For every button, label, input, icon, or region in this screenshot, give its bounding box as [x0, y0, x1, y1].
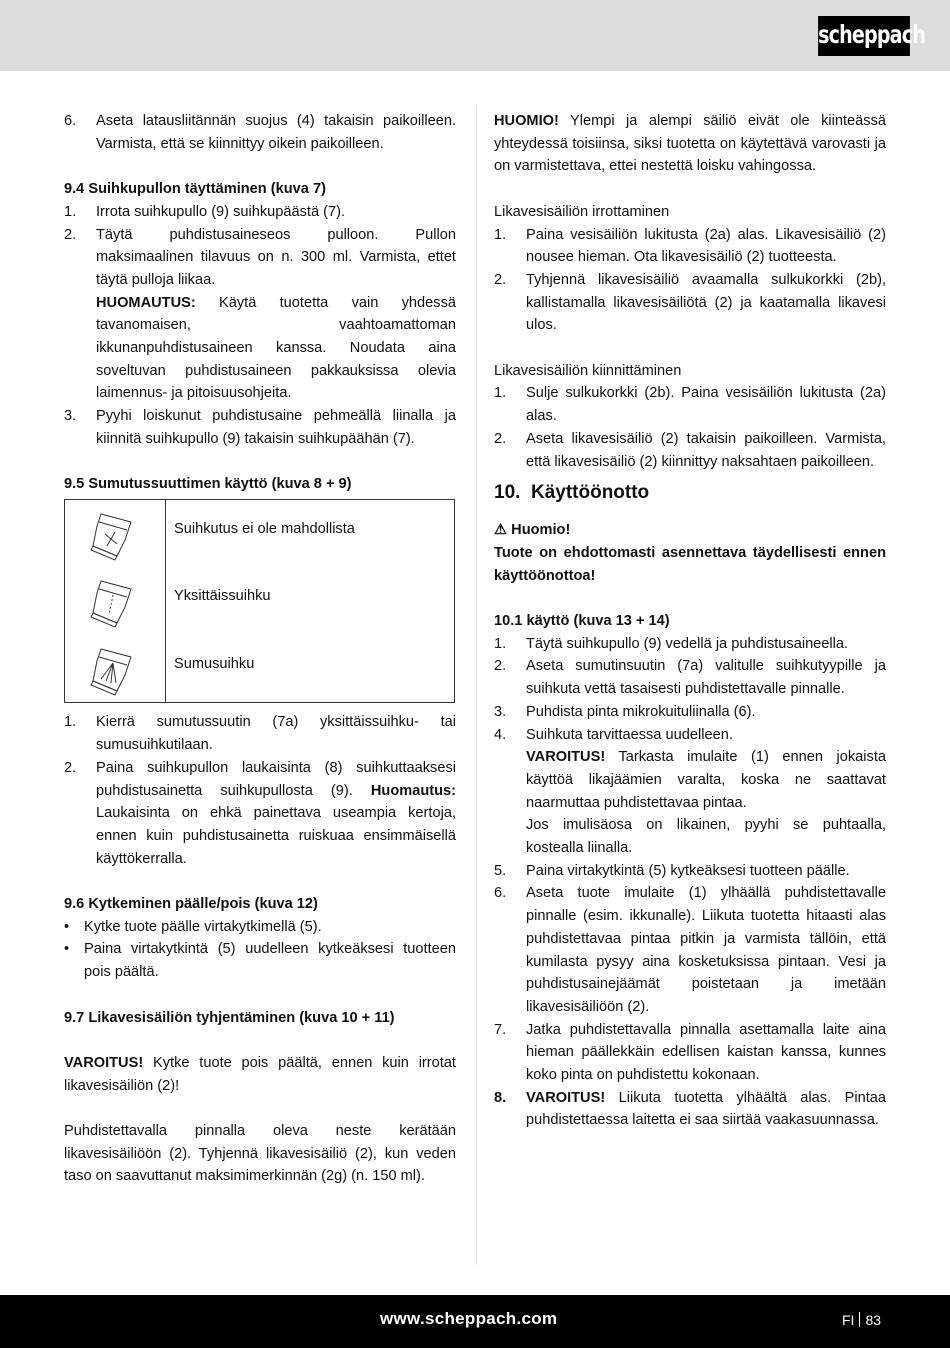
- warning-label: VAROITUS!: [64, 1054, 144, 1071]
- list-item: [494, 269, 886, 337]
- list-item: [494, 382, 886, 427]
- list-item: [494, 428, 886, 473]
- list-item: [64, 405, 456, 450]
- item-text: Aseta likavesisäiliö (2) takaisin paikoilleen. Varmista, että likavesisäiliö (2) kiinnittyy naksahtaen paikoilleen.: [526, 430, 886, 470]
- list-item: [494, 224, 886, 269]
- list-item: [494, 860, 886, 883]
- mist-spray-icon: [65, 635, 165, 703]
- item-number: 2.: [494, 271, 507, 288]
- warning-label: VAROITUS!: [526, 749, 606, 766]
- left-column: [64, 110, 456, 1188]
- warning-text: Tarkasta imulaite (1) ennen jokaista käyttöä likajäämien varalta, koska ne saattavat naarmuttaa puhdistettavaa pintaa.: [526, 749, 886, 811]
- website-link[interactable]: www.scheppach.com: [380, 1309, 558, 1328]
- note-label: HUOMAUTUS:: [96, 294, 196, 311]
- attention-heading: [494, 519, 886, 542]
- item-number: 1.: [494, 635, 507, 652]
- subheading: Likavesisäiliön kiinnittäminen: [494, 362, 682, 379]
- mode-label: Yksittäissuihku: [174, 588, 271, 605]
- item-number: 4.: [494, 726, 507, 743]
- warning-triangle-icon: ⚠: [494, 522, 508, 539]
- item-text: Täytä suihkupullo (9) vedellä ja puhdistusaineella.: [526, 635, 849, 652]
- page-indicator: [842, 1309, 881, 1332]
- bullet: •: [64, 918, 70, 935]
- item-text: Aseta tuote imulaite (1) ylhäällä puhdistettavalle pinnalle (esim. ikkunalle). Liikuta tuotetta hitaasti alas puhdistettavaa pintaa pitkin ja varmista tällöin, että kumilasta pysyy aina kosketuksissa pintaan. Vesi ja puhdistusainejäämät poistetaan ja imetään likavesisäiliöön (2).: [526, 885, 886, 1015]
- section-heading-9-4: 9.4 Suihkupullon täyttäminen (kuva 7): [64, 181, 326, 198]
- list-item: [494, 655, 886, 700]
- section-heading-9-7: 9.7 Likavesisäiliön tyhjentäminen (kuva 10 + 11): [64, 1009, 395, 1026]
- list-item: [494, 1019, 886, 1087]
- item-number: 6.: [64, 113, 77, 129]
- list-item: [494, 882, 886, 1018]
- item-number: 2.: [494, 430, 507, 447]
- item-text: Paina vesisäiliön lukitusta (2a) alas. Likavesisäiliö (2) nousee hieman. Ota likavesisäiliö (2) tuotteesta.: [526, 226, 886, 266]
- item-number: 2.: [494, 658, 507, 675]
- note-text: Ylempi ja alempi säiliö eivät ole kiinteässä yhteydessä toisiinsa, siksi tuotetta on käytettävä varovasti ja on varmistettava, ettei nestettä loisku vahingossa.: [494, 113, 886, 175]
- attention-text: Tuote on ehdottomasti asennettava täydellisesti ennen käyttöönottoa!: [494, 544, 886, 584]
- item-text: Irrota suihkupullo (9) suihkupäästä (7).: [96, 203, 346, 220]
- paragraph: Puhdistettavalla pinnalla oleva neste kerätään likavesisäiliöön (2). Tyhjennä likavesisäiliö (2), kun veden taso on saavuttanut maksimimerkinnän (2g) (n. 150 ml).: [64, 1123, 456, 1185]
- page-header: [0, 0, 950, 71]
- section-heading-9-6: 9.6 Kytkeminen päälle/pois (kuva 12): [64, 896, 318, 913]
- item-number: 5.: [494, 862, 507, 879]
- list-item: [64, 201, 456, 224]
- language-code: FI: [842, 1312, 855, 1328]
- item-text: Paina suihkupullon laukaisinta (8) suihkuttaaksesi puhdistusainetta suihkupullosta (9).: [96, 759, 456, 799]
- note-label: Huomautus:: [370, 782, 456, 799]
- item-text: Pyyhi loiskunut puhdistusaine pehmeällä liinalla ja kiinnitä suihkupullo (9) takaisin suihkupäähän (7).: [96, 408, 456, 447]
- page-number: 83: [865, 1312, 882, 1328]
- mode-label: Sumusuihku: [174, 655, 255, 672]
- item-text: Liikuta tuotetta ylhäältä alas. Pintaa puhdistettaessa laitetta ei saa siirtää vaakasuunnassa.: [526, 1089, 886, 1129]
- note-paragraph: [494, 110, 886, 178]
- list-item: [494, 701, 886, 724]
- list-item: [64, 224, 456, 406]
- list-item: [64, 916, 456, 939]
- note-text: Käytä tuotetta vain yhdessä tavanomaisen, vaahtoamattoman ikkunanpuhdistusaineen kanssa. Noudata aina soveltuvan puhdistusaineen pakkauksissa olevia laimennus- ja pitoisuusohjeita.: [96, 294, 456, 402]
- list-item: [494, 633, 886, 656]
- item-text: Aseta latausliitännän suojus (4) takaisin paikoilleen. Varmista, että se kiinnittyy oikein paikoilleen.: [96, 113, 456, 152]
- item-text: Kytke tuote päälle virtakytkimellä (5).: [84, 918, 322, 935]
- item-number: 3.: [494, 703, 507, 720]
- spray-off-icon: [65, 500, 165, 568]
- list-item: [494, 724, 886, 860]
- warning-label: VAROITUS!: [526, 1089, 606, 1106]
- item-text: Tyhjennä likavesisäiliö avaamalla sulkukorkki (2b), kallistamalla likavesisäiliötä (2) ja kaatamalla likavesi ulos.: [526, 271, 886, 334]
- item-text: Paina virtakytkintä (5) kytkeäksesi tuotteen päälle.: [526, 862, 850, 879]
- warning-paragraph: [64, 1052, 456, 1097]
- item-text: Suihkuta tarvittaessa uudelleen.: [526, 726, 733, 743]
- item-number: 1.: [494, 226, 507, 243]
- note-text: Laukaisinta on ehkä painettava useampia kertoja, ennen kuin puhdistusainetta ruiskuaa ensimmäisellä käyttökerralla.: [96, 805, 456, 867]
- right-column: [494, 110, 886, 1132]
- item-text: Sulje sulkukorkki (2b). Paina vesisäiliön lukitusta (2a) alas.: [526, 385, 886, 425]
- item-text: Jatka puhdistettavalla pinnalla asettamalla laite aina hieman päällekkäin edellisen kaistan kanssa, kunnes koko pinta on puhdistettu kokonaan.: [526, 1021, 886, 1084]
- section-heading-9-5: 9.5 Sumutussuuttimen käyttö (kuva 8 + 9): [64, 476, 352, 493]
- attention-label: Huomio!: [511, 522, 571, 539]
- item-text: Paina virtakytkintä (5) uudelleen kytkeäksesi tuotteen pois päältä.: [84, 941, 456, 981]
- item-text: Puhdista pinta mikrokuituliinalla (6).: [526, 703, 756, 720]
- warning-text: Kytke tuote pois päältä, ennen kuin irrotat likavesisäiliön (2)!: [64, 1054, 456, 1094]
- list-item: [64, 110, 456, 155]
- item-text: Aseta sumutinsuutin (7a) valitulle suihkutyypille ja suihkuta vettä tasaisesti puhdistettavalle pinnalle.: [526, 658, 886, 698]
- chapter-heading-10: 10. Käyttöönotto: [494, 482, 650, 504]
- list-item: [64, 938, 456, 983]
- column-divider: [476, 105, 477, 1265]
- section-heading-10-1: 10.1 käyttö (kuva 13 + 14): [494, 613, 670, 630]
- scheppach-logo: scheppach: [818, 16, 910, 56]
- item-text: Kierrä sumutussuutin (7a) yksittäissuihku- tai sumusuihkutilaan.: [96, 714, 456, 754]
- item-text: Täytä puhdistusaineseos pulloon. Pullon maksimaalinen tilavuus on n. 300 ml. Varmista, ettet täytä pulloja liikaa.: [96, 226, 456, 288]
- item-number: 6.: [494, 885, 507, 902]
- mode-label: Suihkutus ei ole mahdollista: [174, 520, 355, 537]
- item-number: 8.: [494, 1089, 507, 1106]
- item-number: 2.: [64, 759, 77, 776]
- list-item: [64, 711, 456, 756]
- item-text: Jos imulisäosa on likainen, pyyhi se puhtaalla, kostealla liinalla.: [526, 817, 886, 857]
- page-footer: [0, 1295, 950, 1348]
- item-number: 2.: [64, 226, 77, 243]
- list-item: [494, 1087, 886, 1132]
- list-item: [64, 757, 456, 871]
- subheading: Likavesisäiliön irrottaminen: [494, 203, 670, 220]
- bullet: •: [64, 941, 70, 958]
- item-number: 1.: [64, 203, 77, 220]
- item-number: 3.: [64, 408, 77, 425]
- item-number: 1.: [494, 385, 507, 402]
- spray-mode-table: [64, 499, 455, 704]
- item-number: 7.: [494, 1021, 507, 1038]
- item-number: 1.: [64, 714, 77, 731]
- single-jet-icon: [65, 567, 165, 635]
- note-label: HUOMIO!: [494, 113, 559, 129]
